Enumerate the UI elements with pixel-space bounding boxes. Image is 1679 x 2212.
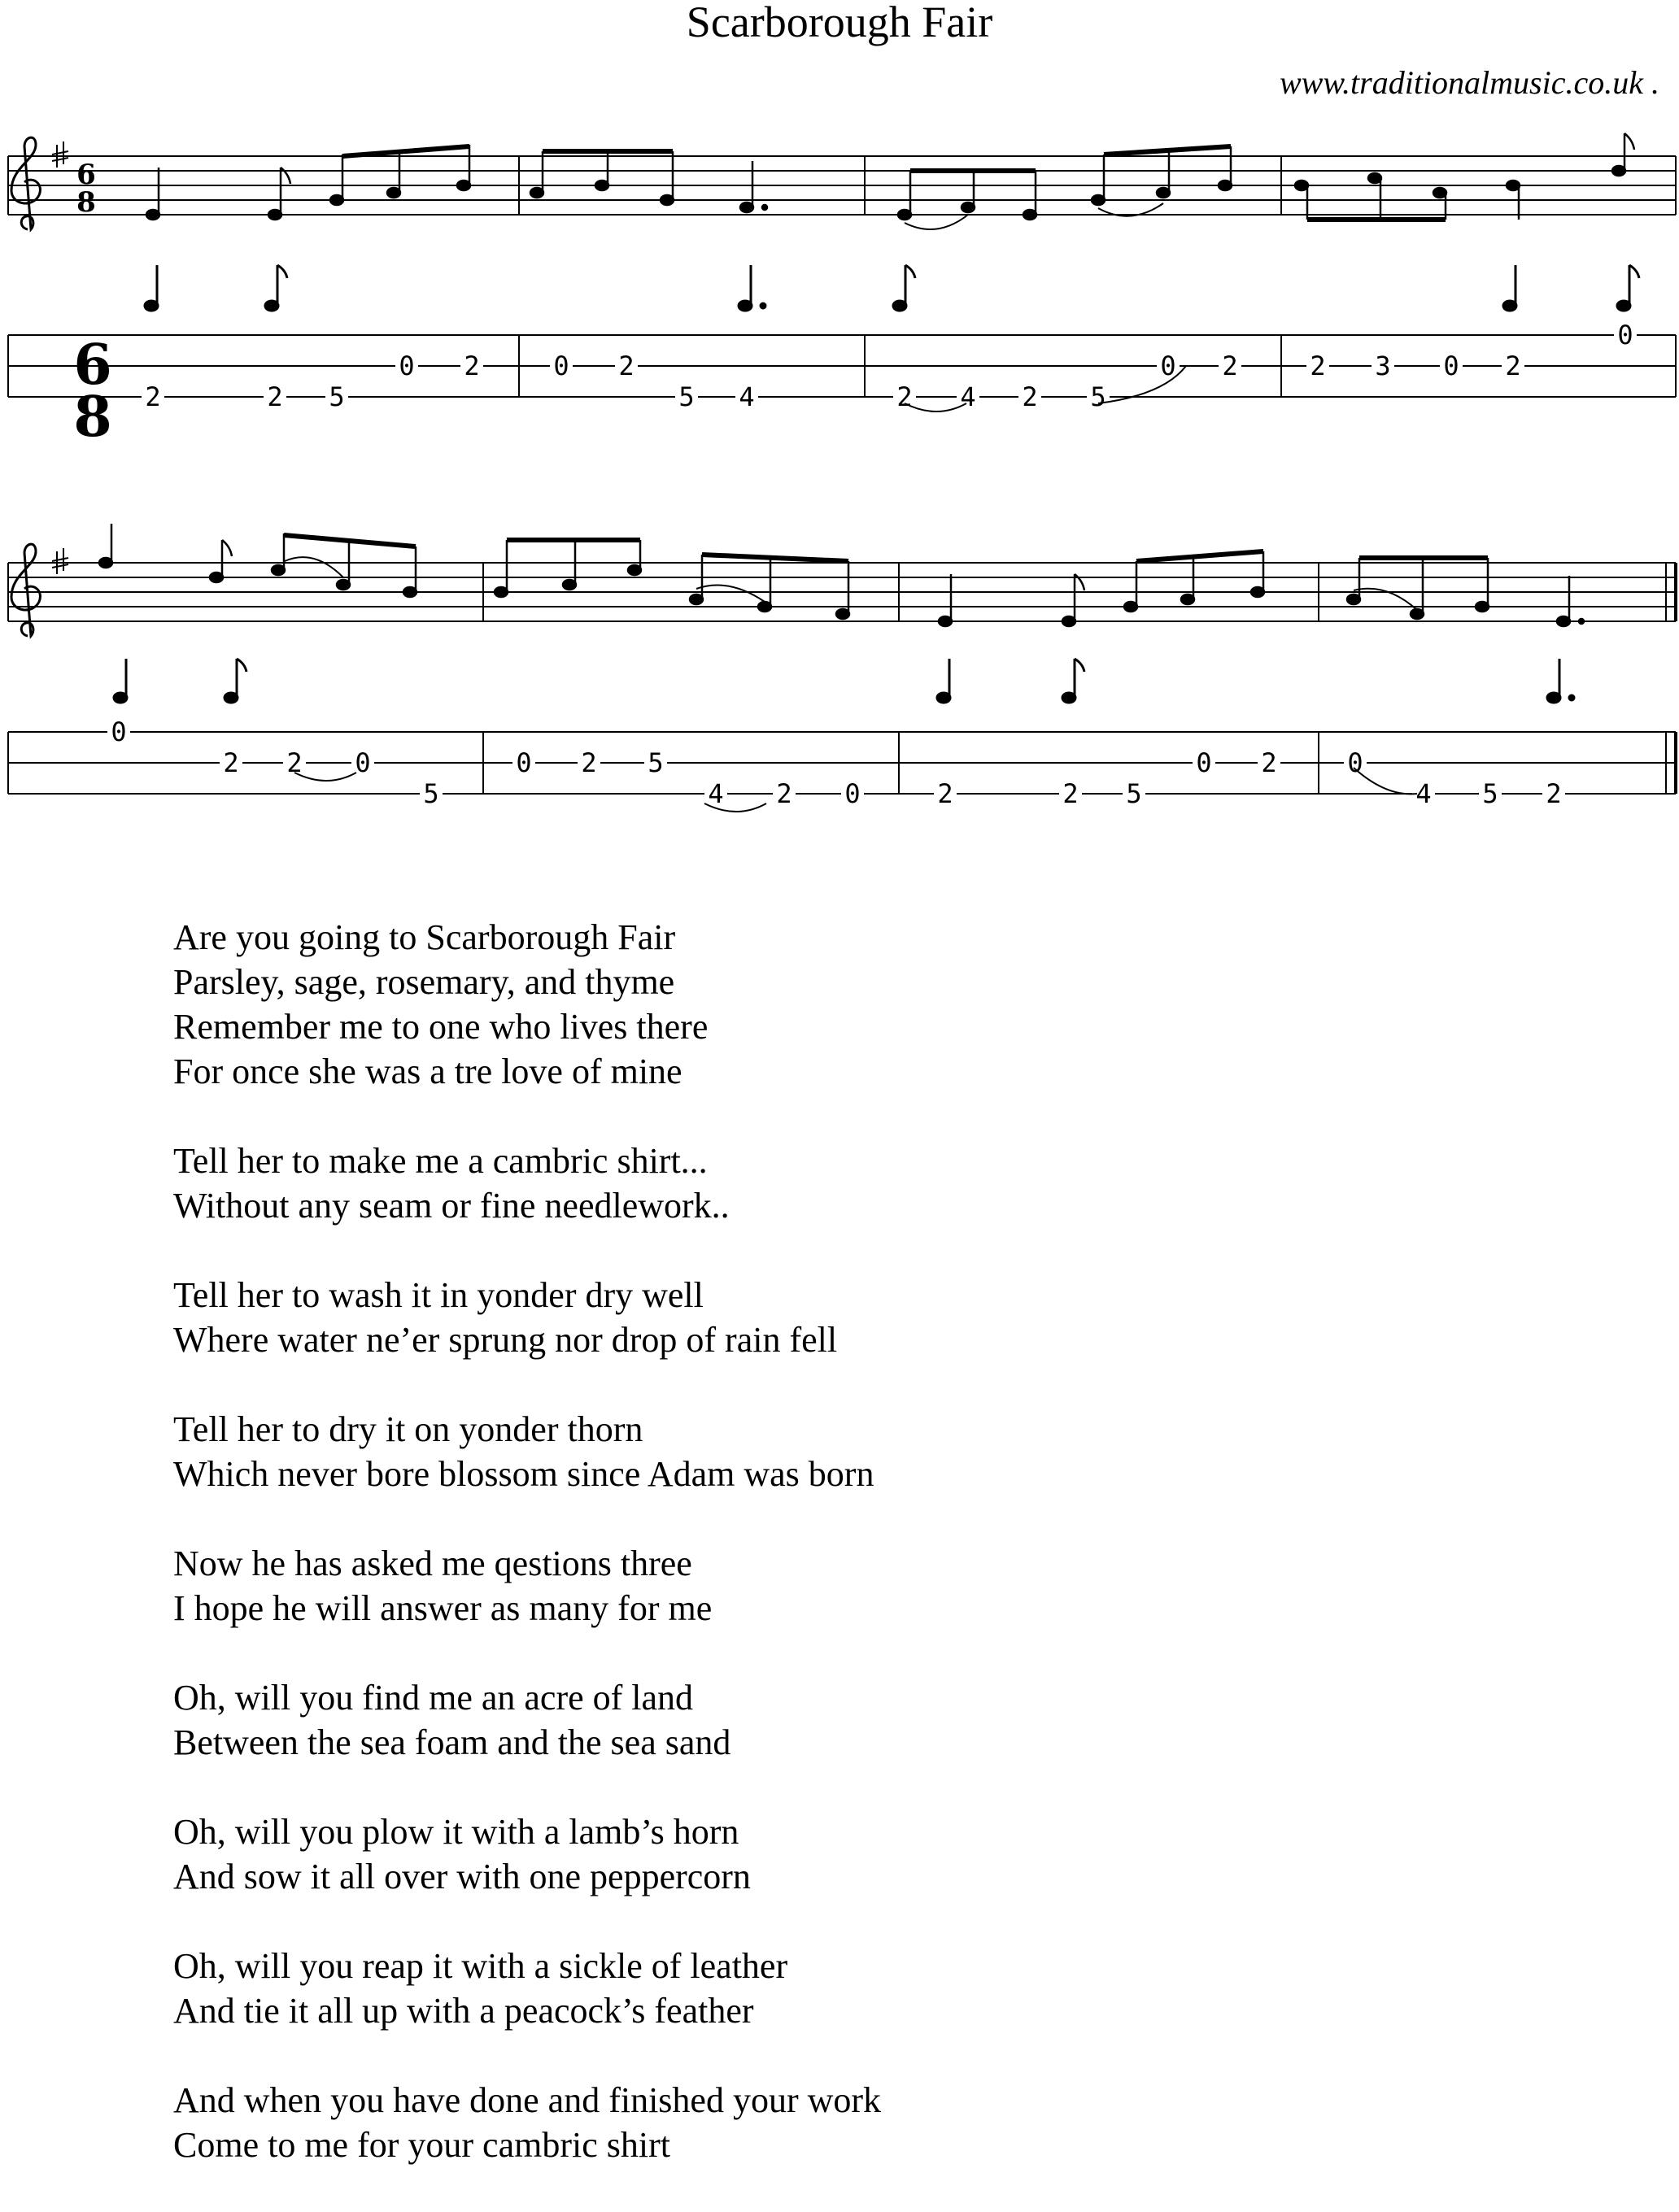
lyrics-stanza [173, 2078, 881, 2167]
page-title: Scarborough Fair [686, 0, 993, 46]
tab-fret-number: 0 [1160, 351, 1176, 381]
tab-fret-number: 2 [1261, 747, 1277, 778]
tab-fret-number: 4 [960, 381, 976, 412]
tab-fret-number: 0 [516, 747, 532, 778]
lyrics-line: Tell her to dry it on yonder thorn [173, 1409, 643, 1449]
tab-fret-number: 0 [1347, 747, 1363, 778]
lyrics-line: Oh, will you reap it with a sickle of leather [173, 1946, 788, 1986]
tab-time-signature-top: 6 [73, 333, 112, 398]
tab-fret-number: 5 [648, 747, 664, 778]
tab-fret-number: 0 [399, 351, 415, 381]
lyrics-stanza [173, 1944, 881, 2033]
website-credit: www.traditionalmusic.co.uk . [1279, 64, 1659, 101]
lyrics-line: Tell her to wash it in yonder dry well [173, 1275, 704, 1315]
lyrics-stanza [173, 915, 881, 1094]
tab-slurs [905, 366, 1186, 411]
treble-clef-icon [11, 544, 40, 636]
lyrics-block [173, 915, 881, 2212]
lyrics-line: Between the sea foam and the sea sand [173, 1722, 731, 1762]
staff-lines [8, 156, 1676, 215]
lyrics-stanza [173, 1139, 881, 1228]
tab-fret-number: 2 [223, 747, 239, 778]
tab-fret-number: 2 [145, 381, 161, 412]
tab-fret-number: 5 [423, 778, 439, 809]
lyrics-stanza [173, 1675, 881, 1765]
lyrics-line: Parsley, sage, rosemary, and thyme [173, 962, 675, 1002]
tab-fret-number: 4 [1415, 778, 1432, 809]
lyrics-line: Without any seam or fine needlework.. [173, 1186, 730, 1226]
tab-fret-number: 2 [1222, 351, 1238, 381]
tab-fret-number: 2 [618, 351, 635, 381]
tab-fret-number: 5 [678, 381, 695, 412]
lyrics-line: Oh, will you find me an acre of land [173, 1678, 694, 1718]
rhythm-notation [145, 265, 1639, 311]
tab-fret-number: 2 [1022, 381, 1038, 412]
lyrics-line: Come to me for your cambric shirt [173, 2125, 670, 2165]
tab-time-signature-bottom: 8 [73, 385, 112, 450]
tab-fret-number: 2 [1062, 778, 1079, 809]
lyrics-line: And tie it all up with a peacock’s feather [173, 1991, 754, 2031]
tab-fret-number: 2 [896, 381, 913, 412]
lyrics-stanza [173, 1541, 881, 1631]
treble-clef-icon [11, 137, 40, 229]
key-signature-sharp [52, 142, 68, 168]
tab-fret-number: 5 [1126, 778, 1142, 809]
tab-fret-number: 5 [1482, 778, 1498, 809]
lyrics-line: And when you have done and finished your work [173, 2080, 882, 2120]
tab-fret-number: 4 [708, 778, 724, 809]
tab-fret-number: 0 [1617, 320, 1633, 351]
tab-fret-number: 0 [355, 747, 371, 778]
tab-fret-number: 0 [1443, 351, 1459, 381]
lyrics-line: Which never bore blossom since Adam was born [173, 1454, 874, 1494]
lyrics-line: Are you going to Scarborough Fair [173, 917, 676, 957]
lyrics-line: And sow it all over with one peppercorn [173, 1857, 751, 1896]
tab-staff-lines [8, 335, 1676, 397]
tab-fret-number: 2 [286, 747, 303, 778]
lyrics-line: I hope he will answer as many for me [173, 1588, 713, 1628]
tab-fret-number: 0 [111, 716, 127, 747]
lyrics-stanza [173, 1809, 881, 1899]
lyrics-line: Tell her to make me a cambric shirt... [173, 1141, 708, 1181]
tab-fret-number: 2 [581, 747, 597, 778]
time-signature-bottom: 8 [76, 186, 96, 219]
lyrics-line: Where water ne’er sprung nor drop of rain fell [173, 1320, 838, 1360]
tab-fret-number: 2 [464, 351, 480, 381]
notes [99, 524, 1584, 626]
tab-fret-number: 2 [1310, 351, 1326, 381]
time-signature-top: 6 [76, 159, 96, 191]
music-system-1 [0, 114, 1679, 496]
lyrics-line: For once she was a tre love of mine [173, 1052, 683, 1091]
lyrics-stanza [173, 1407, 881, 1496]
lyrics-stanza [173, 1273, 881, 1362]
tab-fret-number: 4 [739, 381, 755, 412]
tab-fret-number: 3 [1375, 351, 1391, 381]
tab-fret-number: 0 [844, 778, 861, 809]
tab-fret-number: 2 [1505, 351, 1521, 381]
music-system-2 [0, 504, 1679, 830]
rhythm-notation [114, 659, 1574, 703]
tab-fret-number: 2 [776, 778, 792, 809]
tab-fret-number: 2 [267, 381, 283, 412]
lyrics-line: Now he has asked me qestions three [173, 1544, 692, 1583]
lyrics-line: Remember me to one who lives there [173, 1007, 709, 1047]
tab-fret-number: 5 [1090, 381, 1106, 412]
tab-fret-number: 2 [937, 778, 953, 809]
tab-fret-number: 0 [1196, 747, 1212, 778]
key-signature-sharp [52, 548, 68, 574]
tab-fret-number: 5 [329, 381, 345, 412]
tab-fret-number: 0 [553, 351, 569, 381]
tab-fret-number: 2 [1546, 778, 1562, 809]
lyrics-line: Oh, will you plow it with a lamb’s horn [173, 1812, 739, 1852]
